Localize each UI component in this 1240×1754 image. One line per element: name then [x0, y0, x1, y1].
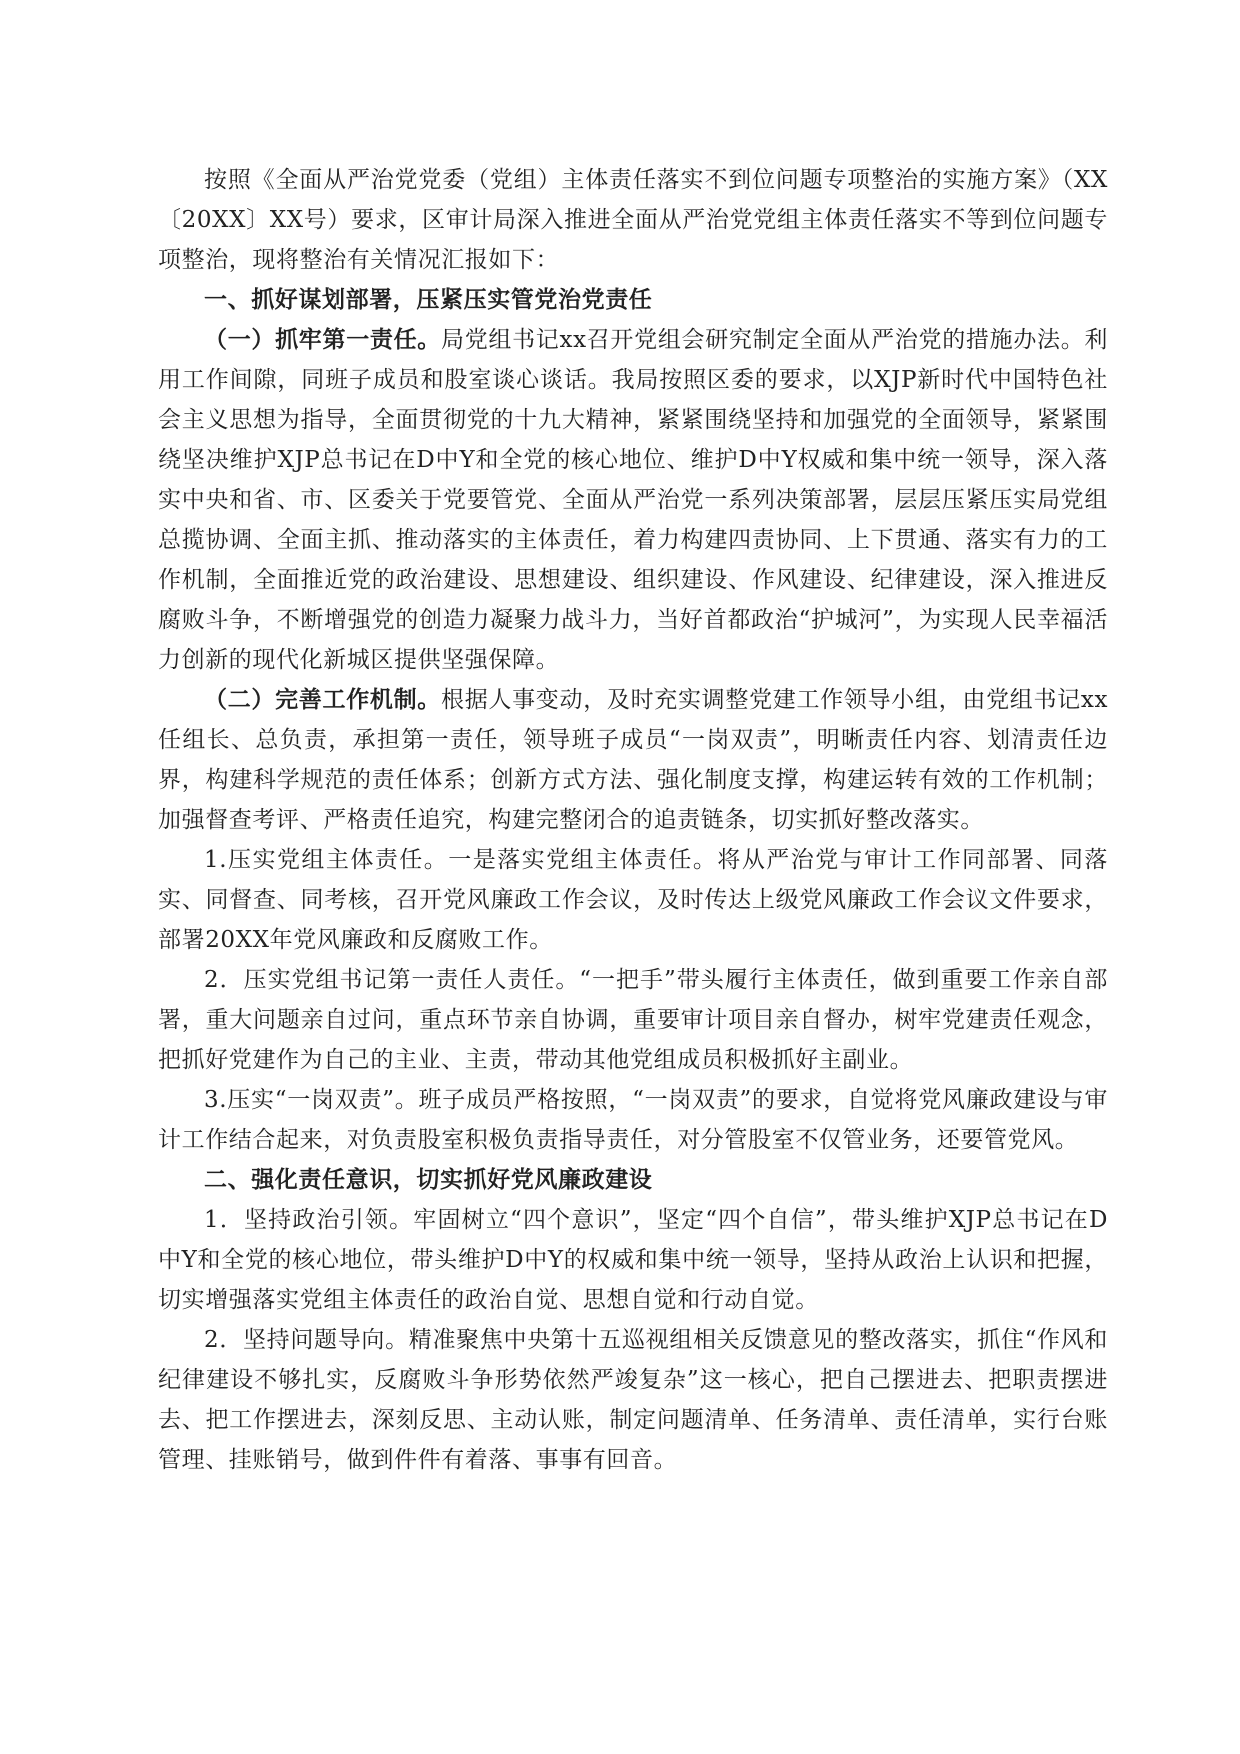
- section1-item-1: 1.压实党组主体责任。一是落实党组主体责任。将从严治党与审计工作同部署、同落实、同督查、同考核，召开党风廉政工作会议，及时传达上级党风廉政工作会议文件要求，部署20XX年党风廉政和反腐败工作。: [158, 847, 1108, 953]
- section1-sub1-paragraph: [158, 320, 1108, 680]
- section1-sub1-body: 局党组书记xx召开党组会研究制定全面从严治党的措施办法。利用工作间隙，同班子成员和股室谈心谈话。我局按照区委的要求，以XJP新时代中国特色社会主义思想为指导，全面贯彻党的十九大精神，紧紧围绕坚持和加强党的全面领导，紧紧围绕坚决维护XJP总书记在D中Y和全党的核心地位、维护D中Y权威和集中统一领导，深入落实中央和省、市、区委关于党要管党、全面从严治党一系列决策部署，层层压紧压实局党组总揽协调、全面主抓、推动落实的主体责任，着力构建四责协同、上下贯通、落实有力的工作机制，全面推近党的政治建设、思想建设、组织建设、作风建设、纪律建设，深入推进反腐败斗争，不断增强党的创造力凝聚力战斗力，当好首都政治“护城河”，为实现人民幸福活力创新的现代化新城区提供坚强保障。: [158, 327, 1109, 673]
- section2-item-2: 2．坚持问题导向。精准聚焦中央第十五巡视组相关反馈意见的整改落实，抓住“作风和纪律建设不够扎实，反腐败斗争形势依然严竣复杂”这一核心，把自己摆进去、把职责摆进去、把工作摆进去，深刻反思、主动认账，制定问题清单、任务清单、责任清单，实行台账管理、挂账销号，做到件件有着落、事事有回音。: [158, 1327, 1108, 1473]
- section2-heading: 二、强化责任意识，切实抓好党风廉政建设: [204, 1167, 653, 1193]
- section1-item-2: 2．压实党组书记第一责任人责任。“一把手”带头履行主体责任，做到重要工作亲自部署，重大问题亲自过问，重点环节亲自协调，重要审计项目亲自督办，树牢党建责任观念，把抓好党建作为自己的主业、主责，带动其他党组成员积极抓好主副业。: [158, 967, 1108, 1073]
- section1-item-3: 3.压实“一岗双责”。班子成员严格按照，“一岗双责”的要求，自觉将党风廉政建设与审计工作结合起来，对负责股室积极负责指导责任，对分管股室不仅管业务，还要管党风。: [158, 1087, 1108, 1153]
- section1-heading: 一、抓好谋划部署，压紧压实管党治党责任: [204, 287, 653, 313]
- section1-sub2-paragraph: [158, 680, 1108, 840]
- section1-sub2-lead: （二）完善工作机制。: [204, 687, 441, 713]
- intro-paragraph: 按照《全面从严治党党委（党组）主体责任落实不到位问题专项整治的实施方案》（XX〔20XX〕XX号）要求，区审计局深入推进全面从严治党党组主体责任落实不等到位问题专项整治，现将整治有关情况汇报如下：: [158, 167, 1108, 273]
- document-page: [158, 160, 1108, 1480]
- section1-sub2-body: 根据人事变动，及时充实调整党建工作领导小组，由党组书记xx任组长、总负责，承担第一责任，领导班子成员“一岗双责”，明晰责任内容、划清责任边界，构建科学规范的责任体系；创新方式方法、强化制度支撑，构建运转有效的工作机制；加强督查考评、严格责任追究，构建完整闭合的追责链条，切实抓好整改落实。: [158, 687, 1109, 833]
- section2-item-1: 1．坚持政治引领。牢固树立“四个意识”，坚定“四个自信”，带头维护XJP总书记在D中Y和全党的核心地位，带头维护D中Y的权威和集中统一领导，坚持从政治上认识和把握，切实增强落实党组主体责任的政治自觉、思想自觉和行动自觉。: [158, 1207, 1108, 1313]
- section1-sub1-lead: （一）抓牢第一责任。: [204, 327, 441, 353]
